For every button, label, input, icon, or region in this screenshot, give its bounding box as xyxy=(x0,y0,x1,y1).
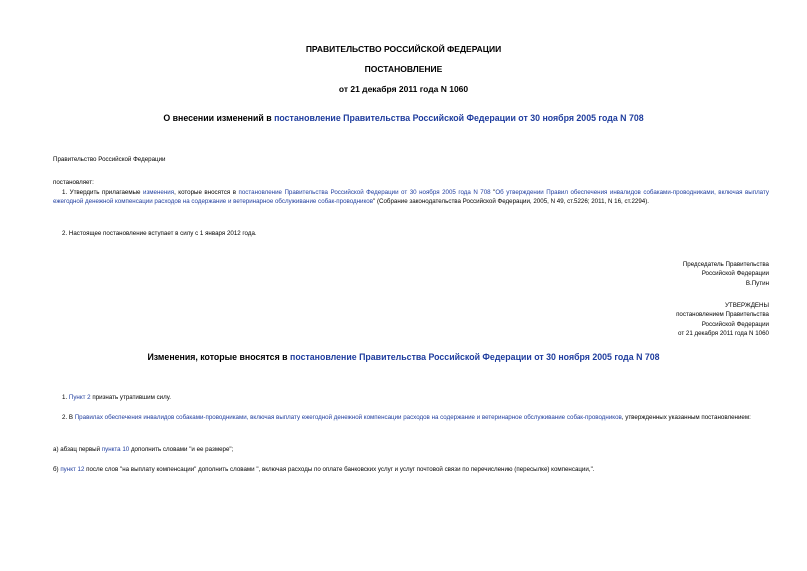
item1-text-1: 1. xyxy=(62,394,69,401)
signature-country: Российской Федерации xyxy=(701,270,769,278)
p1-link-rules-title[interactable]: Об утверждении Правил обеспечения инвалидов собаками-проводниками, включая выплату ежегодной денежной компенсации расходов на содержание и ветеринарное обслуживание собак-проводников xyxy=(53,189,769,206)
change-item-1 xyxy=(62,393,171,402)
item2-text-1: 2. В xyxy=(62,414,75,421)
document-title xyxy=(0,113,807,123)
change-item-2 xyxy=(53,413,769,422)
approved-country: Российской Федерации xyxy=(701,320,769,328)
item-a-text-1: а) абзац первый xyxy=(53,446,102,453)
approved-block xyxy=(676,301,769,338)
signature-name: В.Путин xyxy=(745,279,769,287)
item-a-link-point10[interactable]: пункта 10 xyxy=(101,446,130,453)
item1-link-point2[interactable]: Пункт 2 xyxy=(68,394,91,401)
doc-type-heading: ПОСТАНОВЛЕНИЕ xyxy=(364,64,443,74)
item2-text-2: , утвержденных указанным постановлением: xyxy=(621,414,751,421)
title-link[interactable]: постановление Правительства Российской Федерации от 30 ноября 2005 года N 708 xyxy=(274,113,644,123)
decree-word: постановляет: xyxy=(53,179,94,186)
change-item-b xyxy=(53,465,594,474)
item-b-text-2: после слов "на выплату компенсации" дополнить словами ", включая расходы по оплате банковских услуг и услуг почтовой связи по перечислению (пересылке) компенсации,". xyxy=(84,466,595,473)
p1-text-3: " xyxy=(490,189,496,196)
item-a-text-2: дополнить словами "и ее размере"; xyxy=(129,446,234,453)
item-b-link-point12[interactable]: пункт 12 xyxy=(60,466,85,473)
paragraph-2: 2. Настоящее постановление вступает в силу с 1 января 2012 года. xyxy=(62,230,257,237)
p1-text-1: 1. Утвердить прилагаемые xyxy=(62,189,143,196)
item2-link-rules[interactable]: Правилах обеспечения инвалидов собаками-проводниками, включая выплату ежегодной денежной компенсации расходов на содержание и ветеринарное обслуживание собак-проводников xyxy=(74,414,622,421)
government-heading: ПРАВИТЕЛЬСТВО РОССИЙСКОЙ ФЕДЕРАЦИИ xyxy=(305,44,502,54)
changes-title-link[interactable]: постановление Правительства Российской Федерации от 30 ноября 2005 года N 708 xyxy=(290,352,660,362)
title-prefix: О внесении изменений в xyxy=(163,113,275,123)
approved-word: УТВЕРЖДЕНЫ xyxy=(725,302,769,309)
approved-by: постановлением Правительства xyxy=(676,311,769,319)
signature-position: Председатель Правительства xyxy=(682,261,769,268)
p1-link-decree[interactable]: постановление Правительства Российской Федерации от 30 ноября 2005 года N 708 xyxy=(238,189,491,196)
p1-text-2: , которые вносятся в xyxy=(174,189,239,196)
changes-title xyxy=(0,352,807,362)
item1-text-2: признать утратившим силу. xyxy=(90,394,171,401)
approved-date: от 21 декабря 2011 года N 1060 xyxy=(678,329,769,337)
change-item-a xyxy=(53,445,233,454)
item-b-text-1: б) xyxy=(53,466,61,473)
p1-link-changes[interactable]: изменения xyxy=(142,189,175,196)
signature-block xyxy=(683,260,769,288)
p1-text-4: " (Собрание законодательства Российской Федерации, 2005, N 49, ст.5226; 2011, N 16, ст.2294). xyxy=(373,198,649,206)
paragraph-1 xyxy=(53,188,769,207)
changes-title-prefix: Изменения, которые вносятся в xyxy=(147,352,291,362)
date-number-heading: от 21 декабря 2011 года N 1060 xyxy=(338,84,469,94)
issuer-text: Правительство Российской Федерации xyxy=(53,156,166,163)
